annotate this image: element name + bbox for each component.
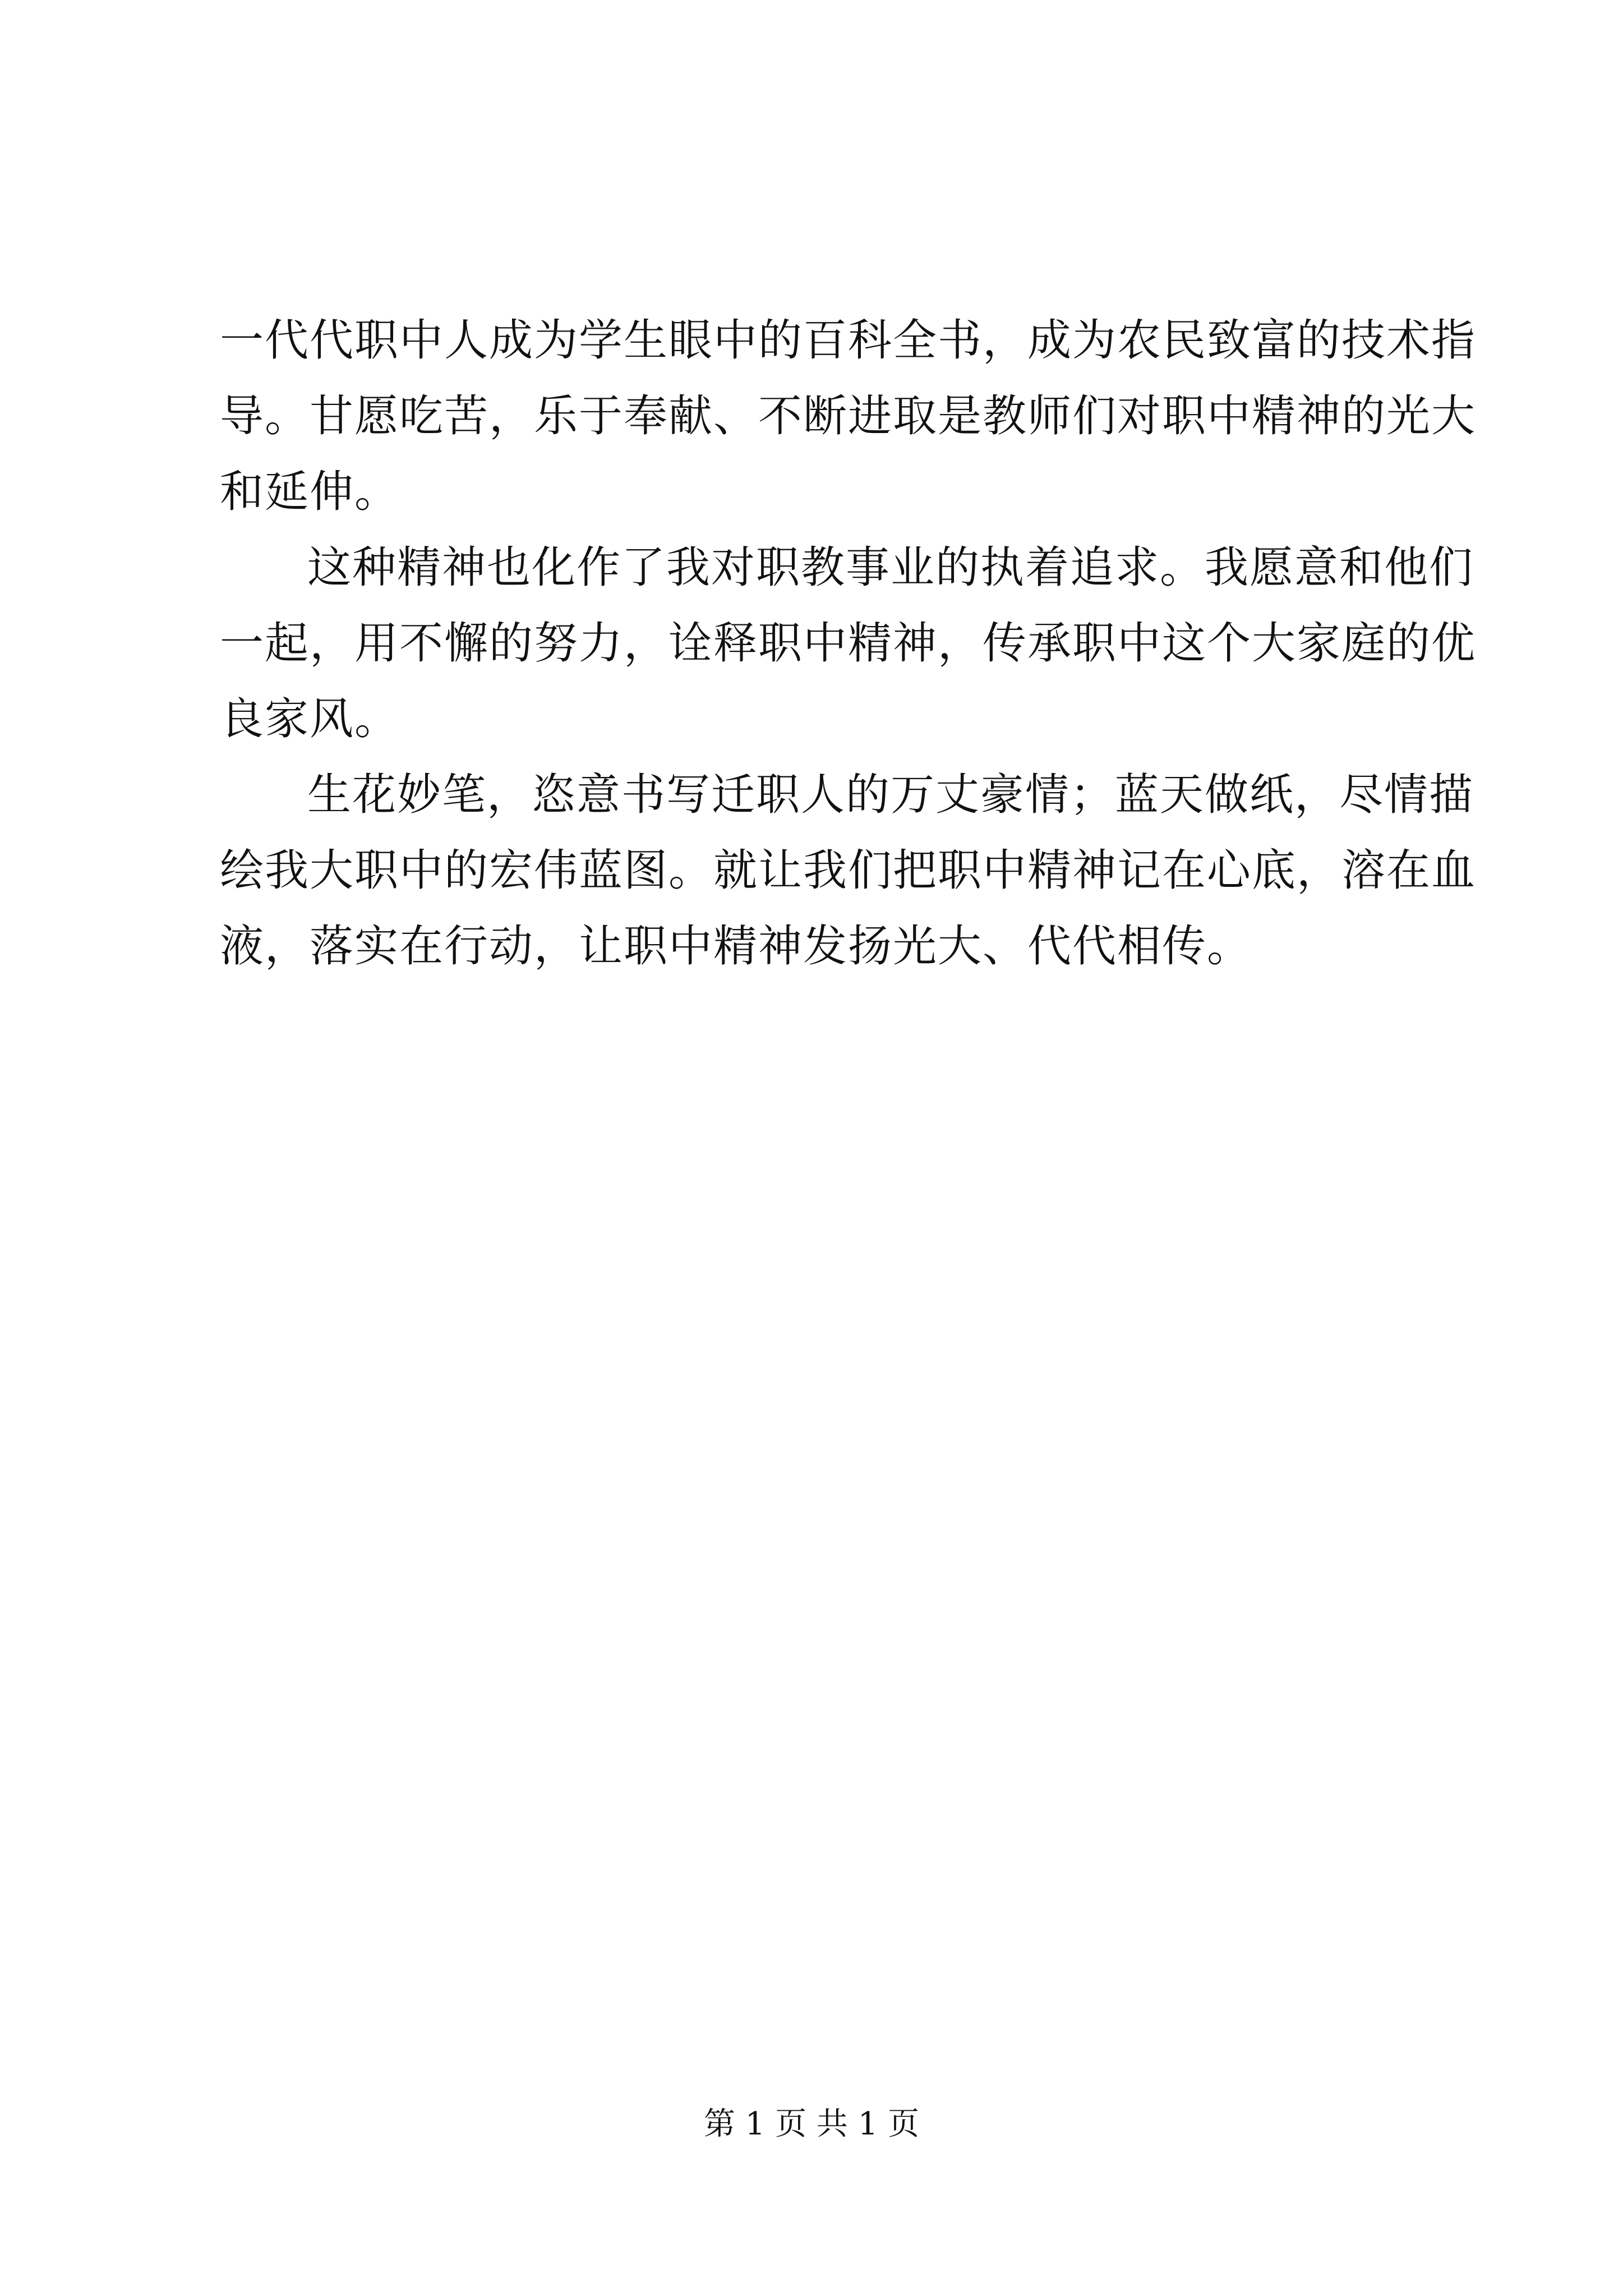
paragraph-line: 良家风。 [220,694,400,744]
paragraph-line: 绘我大职中的宏伟蓝图。就让我们把职中精神记在心底，溶在血 [220,845,1477,896]
paragraph-line: 液，落实在行动，让职中精神发扬光大、代代相传。 [220,921,1252,972]
paragraph-3 [220,757,1477,984]
paragraph-line: 这种精神也化作了我对职教事业的执着追求。我愿意和他们 [307,542,1474,593]
page-number-footer: 第 1 页 共 1 页 [703,2106,920,2142]
paragraph-line: 生花妙笔，恣意书写迁职人的万丈豪情；蓝天做纸，尽情描 [307,770,1474,820]
paragraph-line: 一代代职中人成为学生眼中的百科全书，成为农民致富的技术指 [220,315,1477,366]
paragraph-2 [220,530,1477,757]
paragraph-line: 导。甘愿吃苦，乐于奉献、不断进取是教师们对职中精神的光大 [220,391,1477,441]
paragraph-1 [220,303,1477,530]
document-body [220,303,1477,984]
paragraph-line: 一起，用不懈的努力，诠释职中精神，传承职中这个大家庭的优 [220,618,1477,669]
paragraph-line: 和延伸。 [220,467,400,517]
